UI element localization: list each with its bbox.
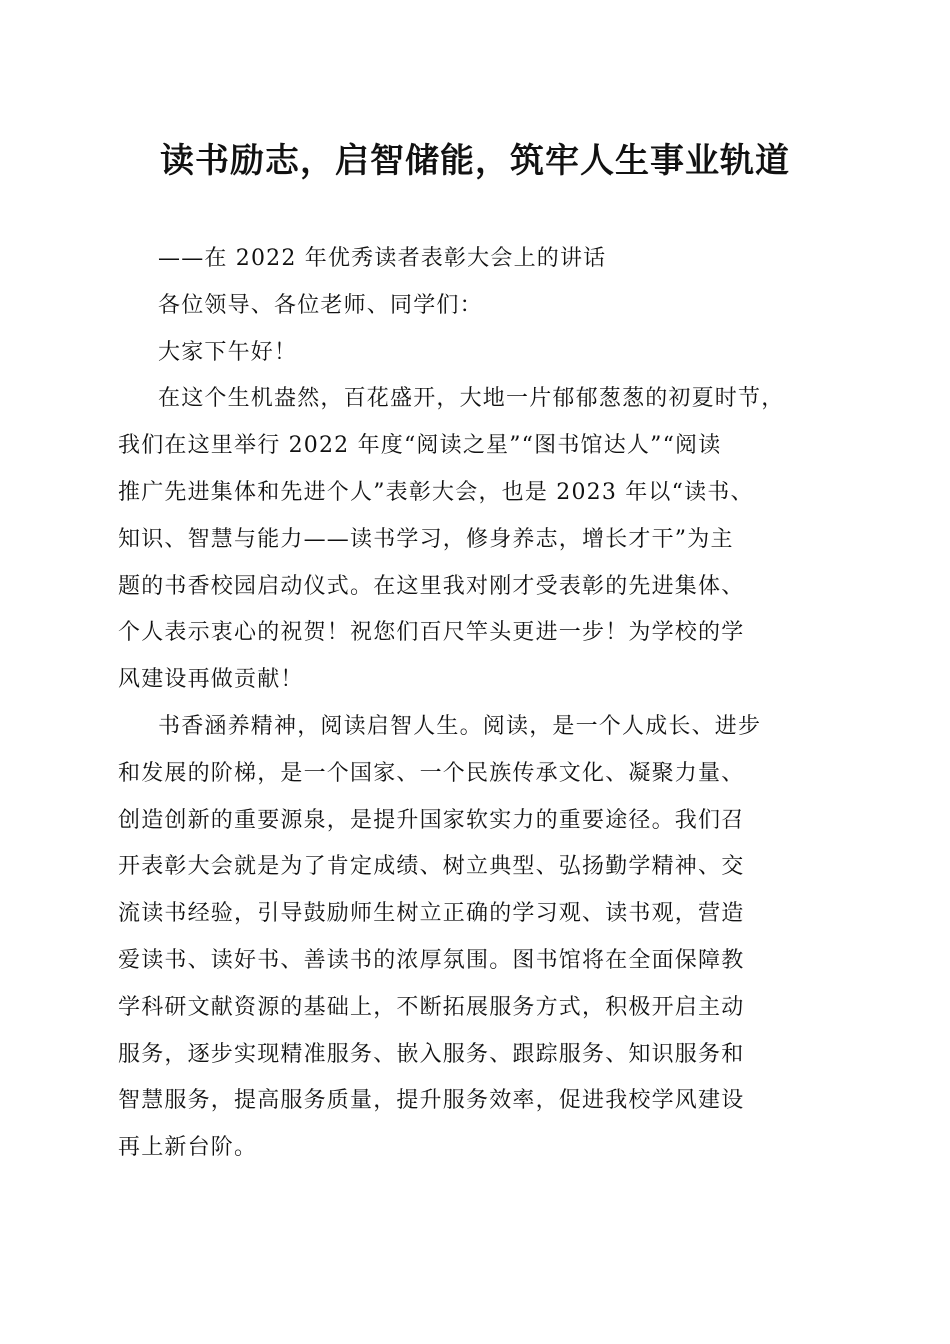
text-line: 我们在这里举行 2022 年度“阅读之星”“图书馆达人”“阅读 <box>118 433 722 459</box>
text-line: 服务，逐步实现精准服务、嵌入服务、跟踪服务、知识服务和 <box>118 1041 745 1067</box>
text-line: 开表彰大会就是为了肯定成绩、树立典型、弘扬勤学精神、交 <box>118 854 745 880</box>
document-body <box>118 236 830 1172</box>
text-line: 推广先进集体和先进个人”表彰大会，也是 2023 年以“读书、 <box>118 479 754 505</box>
text-line: 各位领导、各位老师、同学们： <box>158 292 483 318</box>
text-line: 创造创新的重要源泉，是提升国家软实力的重要途径。我们召 <box>118 807 745 833</box>
text-line: 知识、智慧与能力——读书学习，修身养志，增长才干”为主 <box>118 526 734 552</box>
text-line: 流读书经验，引导鼓励师生树立正确的学习观、读书观，营造 <box>118 901 745 927</box>
text-line: 大家下午好！ <box>158 339 298 365</box>
text-line: ——在 2022 年优秀读者表彰大会上的讲话 <box>158 246 607 271</box>
text-line: 题的书香校园启动仪式。在这里我对刚才受表彰的先进集体、 <box>118 573 745 599</box>
text-line: 书香涵养精神，阅读启智人生。阅读，是一个人成长、进步 <box>158 713 762 739</box>
text-line: 再上新台阶。 <box>118 1135 258 1161</box>
text-line: 智慧服务，提高服务质量，提升服务效率，促进我校学风建设 <box>118 1088 745 1114</box>
text-line: 在这个生机盎然，百花盛开，大地一片郁郁葱葱的初夏时节， <box>158 386 785 412</box>
text-line: 和发展的阶梯，是一个国家、一个民族传承文化、凝聚力量、 <box>118 760 745 786</box>
text-line: 个人表示衷心的祝贺！祝您们百尺竿头更进一步！为学校的学 <box>118 620 745 646</box>
text-line: 学科研文献资源的基础上，不断拓展服务方式，积极开启主动 <box>118 994 745 1020</box>
text-line: 爱读书、读好书、善读书的浓厚氛围。图书馆将在全面保障教 <box>118 947 745 973</box>
document-title: 读书励志，启智储能，筑牢人生事业轨道 <box>160 141 790 181</box>
text-line: 风建设再做贡献！ <box>118 667 304 693</box>
